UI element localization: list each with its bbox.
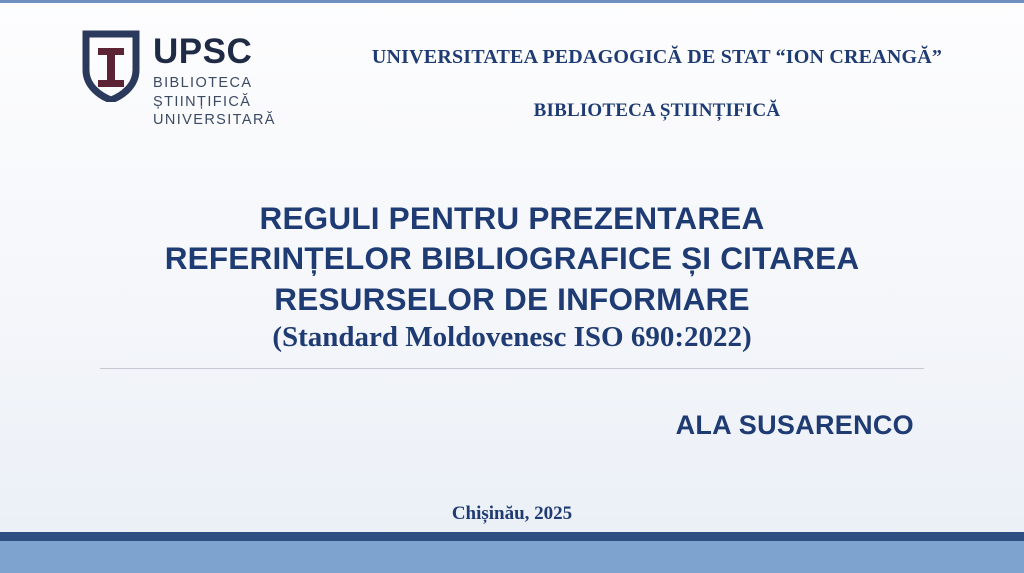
page-title <box>60 198 964 354</box>
library-name: BIBLIOTECA ȘTIINȚIFICĂ <box>533 100 781 121</box>
logo-subtitle <box>153 74 276 130</box>
title-line-2: REFERINȚELOR BIBLIOGRAFICE ȘI CITAREA <box>164 240 860 277</box>
title-standard-reference: (Standard Moldovenesc ISO 690:2022) <box>272 320 752 353</box>
logo-subtitle-line-1: BIBLIOTECA <box>153 75 253 91</box>
title-divider <box>100 368 924 369</box>
place-and-date: Chișinău, 2025 <box>451 503 573 524</box>
title-line-1: REGULI PENTRU PREZENTAREA <box>259 200 765 236</box>
logo-subtitle-line-2: ȘTIINȚIFICĂ <box>153 93 252 110</box>
title-line-3: RESURSELOR DE INFORMARE <box>274 280 750 317</box>
logo-wordmark <box>153 30 276 130</box>
logo-subtitle-line-3: UNIVERSITARĂ <box>153 112 276 129</box>
institution-header <box>330 46 984 122</box>
bottom-band-dark <box>0 532 1024 541</box>
upsc-shield-logo-icon <box>82 30 140 102</box>
author-name: ALA SUSARENCO <box>675 410 914 440</box>
upsc-logo <box>82 30 276 130</box>
top-accent-rule <box>0 0 1024 3</box>
bottom-band-light <box>0 541 1024 573</box>
university-name: UNIVERSITATEA PEDAGOGICĂ DE STAT “ION CREANGĂ” <box>371 46 943 68</box>
logo-acronym: UPSC <box>153 32 253 71</box>
